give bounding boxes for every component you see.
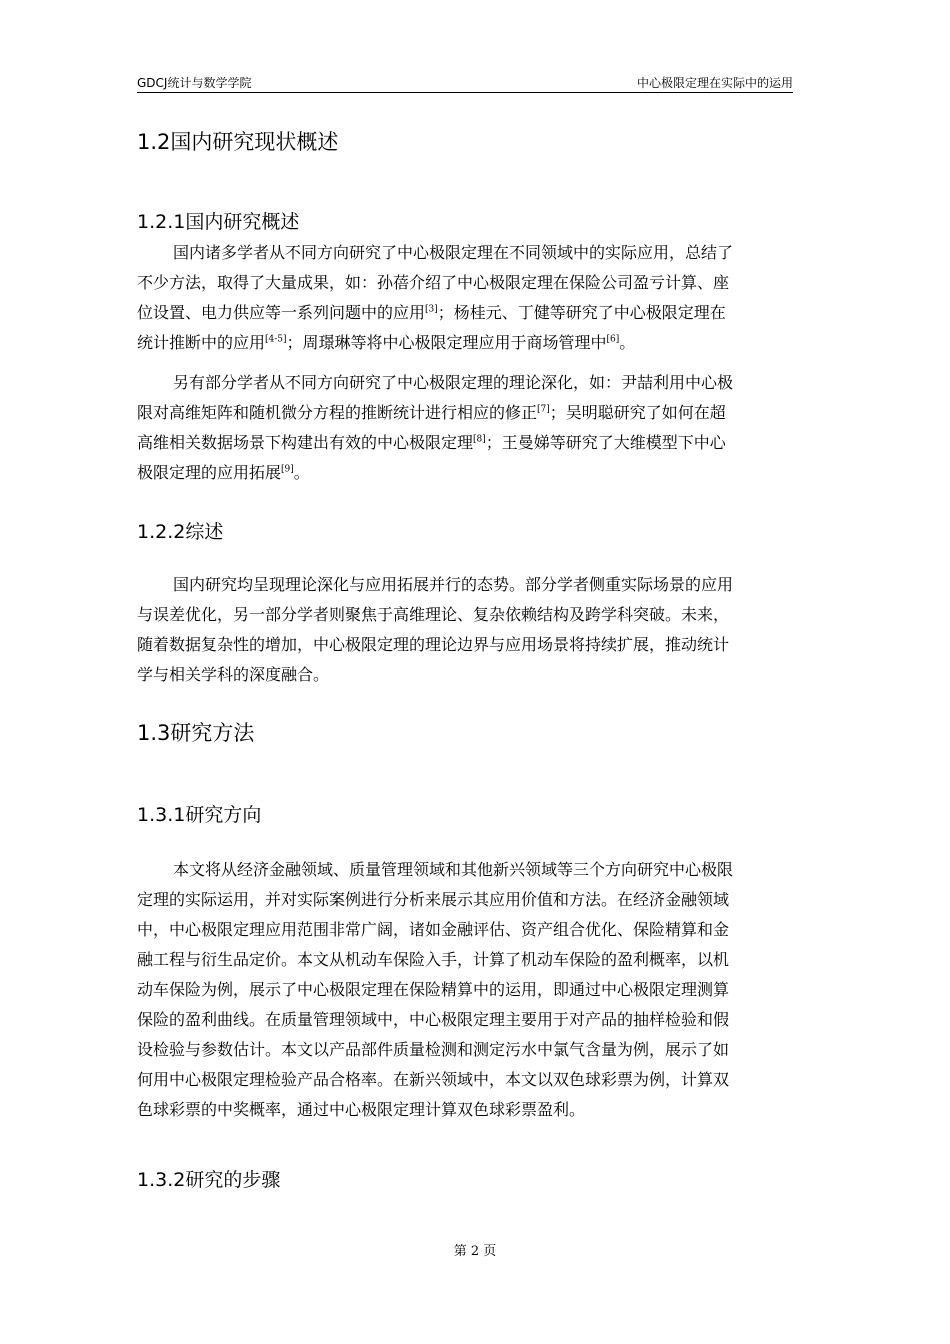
- citation-ref: [4-5]: [265, 334, 287, 345]
- section-1-2-1-paragraph-2: 另有部分学者从不同方向研究了中心极限定理的理论深化，如：尹喆利用中心极 限对高维矩阵和随机微分方程的推断统计进行相应的修正[7]；吴明聪研究了如何在超 高维相关数据场景下构建出有效的中心极限定理[8]；王曼娣等研究了大维模型下中心 极限定理的应用拓展[9]。: [137, 373, 734, 482]
- section-1-3-1-heading: 1.3.1研究方向: [137, 804, 262, 826]
- section-1-2-heading: 1.2国内研究现状概述: [137, 130, 339, 154]
- citation-ref: [7]: [537, 404, 550, 415]
- citation-ref: [3]: [425, 304, 438, 315]
- page-number: 第 2 页: [453, 1244, 497, 1259]
- citation-ref: [6]: [606, 334, 620, 345]
- header-left-text: GDCJ统计与数学学院: [137, 76, 252, 90]
- section-1-2-1-paragraph-1: 国内诸多学者从不同方向研究了中心极限定理在不同领域中的实际应用，总结了 不少方法，取得了大量成果，如：孙蓓介绍了中心极限定理在保险公司盈亏计算、座 位设置、电力供应等一系列问题中的应用[3]；杨桂元、丁健等研究了中心极限定理在 统计推断中的应用[4-5]；周璟琳等将中心极限定理应用于商场管理中[6]。: [137, 243, 734, 352]
- page-header: [137, 76, 793, 93]
- section-1-3-heading: 1.3研究方法: [137, 721, 255, 745]
- citation-ref: [8]: [473, 434, 486, 445]
- section-1-3-2-heading: 1.3.2研究的步骤: [137, 1169, 281, 1191]
- section-1-3-1-paragraph: 本文将从经济金融领域、质量管理领域和其他新兴领域等三个方向研究中心极限 定理的实际运用，并对实际案例进行分析来展示其应用价值和方法。在经济金融领域 中，中心极限定理应用范围非常广阔，诸如金融评估、资产组合优化、保险精算和金 融工程与衍生品定价。本文从机动车保险入手，计算了机动车保险的盈利概率，以机 动车保险为例，展示了中心极限定理在保险精算中的运用，即通过中心极限定理测算 保险的盈利曲线。在质量管理领域中，中心极限定理主要用于对产品的抽样检验和假 设检验与参数估计。本文以产品部件质量检测和测定污水中氯气含量为例，展示了如 何用中心极限定理检验产品合格率。在新兴领域中，本文以双色球彩票为例，计算双 色球彩票的中奖概率，通过中心极限定理计算双色球彩票盈利。: [137, 860, 734, 1119]
- header-right-text: 中心极限定理在实际中的运用: [636, 76, 793, 90]
- citation-ref: [9]: [281, 464, 294, 475]
- section-1-2-2-heading: 1.2.2综述: [137, 521, 224, 543]
- section-1-2-2-paragraph: 国内研究均呈现理论深化与应用拓展并行的态势。部分学者侧重实际场景的应用 与误差优化，另一部分学者则聚焦于高维理论、复杂依赖结构及跨学科突破。未来， 随着数据复杂性的增加，中心极限定理的理论边界与应用场景将持续扩展，推动统计 学与相关学科的深度融合。: [137, 575, 734, 684]
- section-1-2-1-heading: 1.2.1国内研究概述: [137, 211, 300, 233]
